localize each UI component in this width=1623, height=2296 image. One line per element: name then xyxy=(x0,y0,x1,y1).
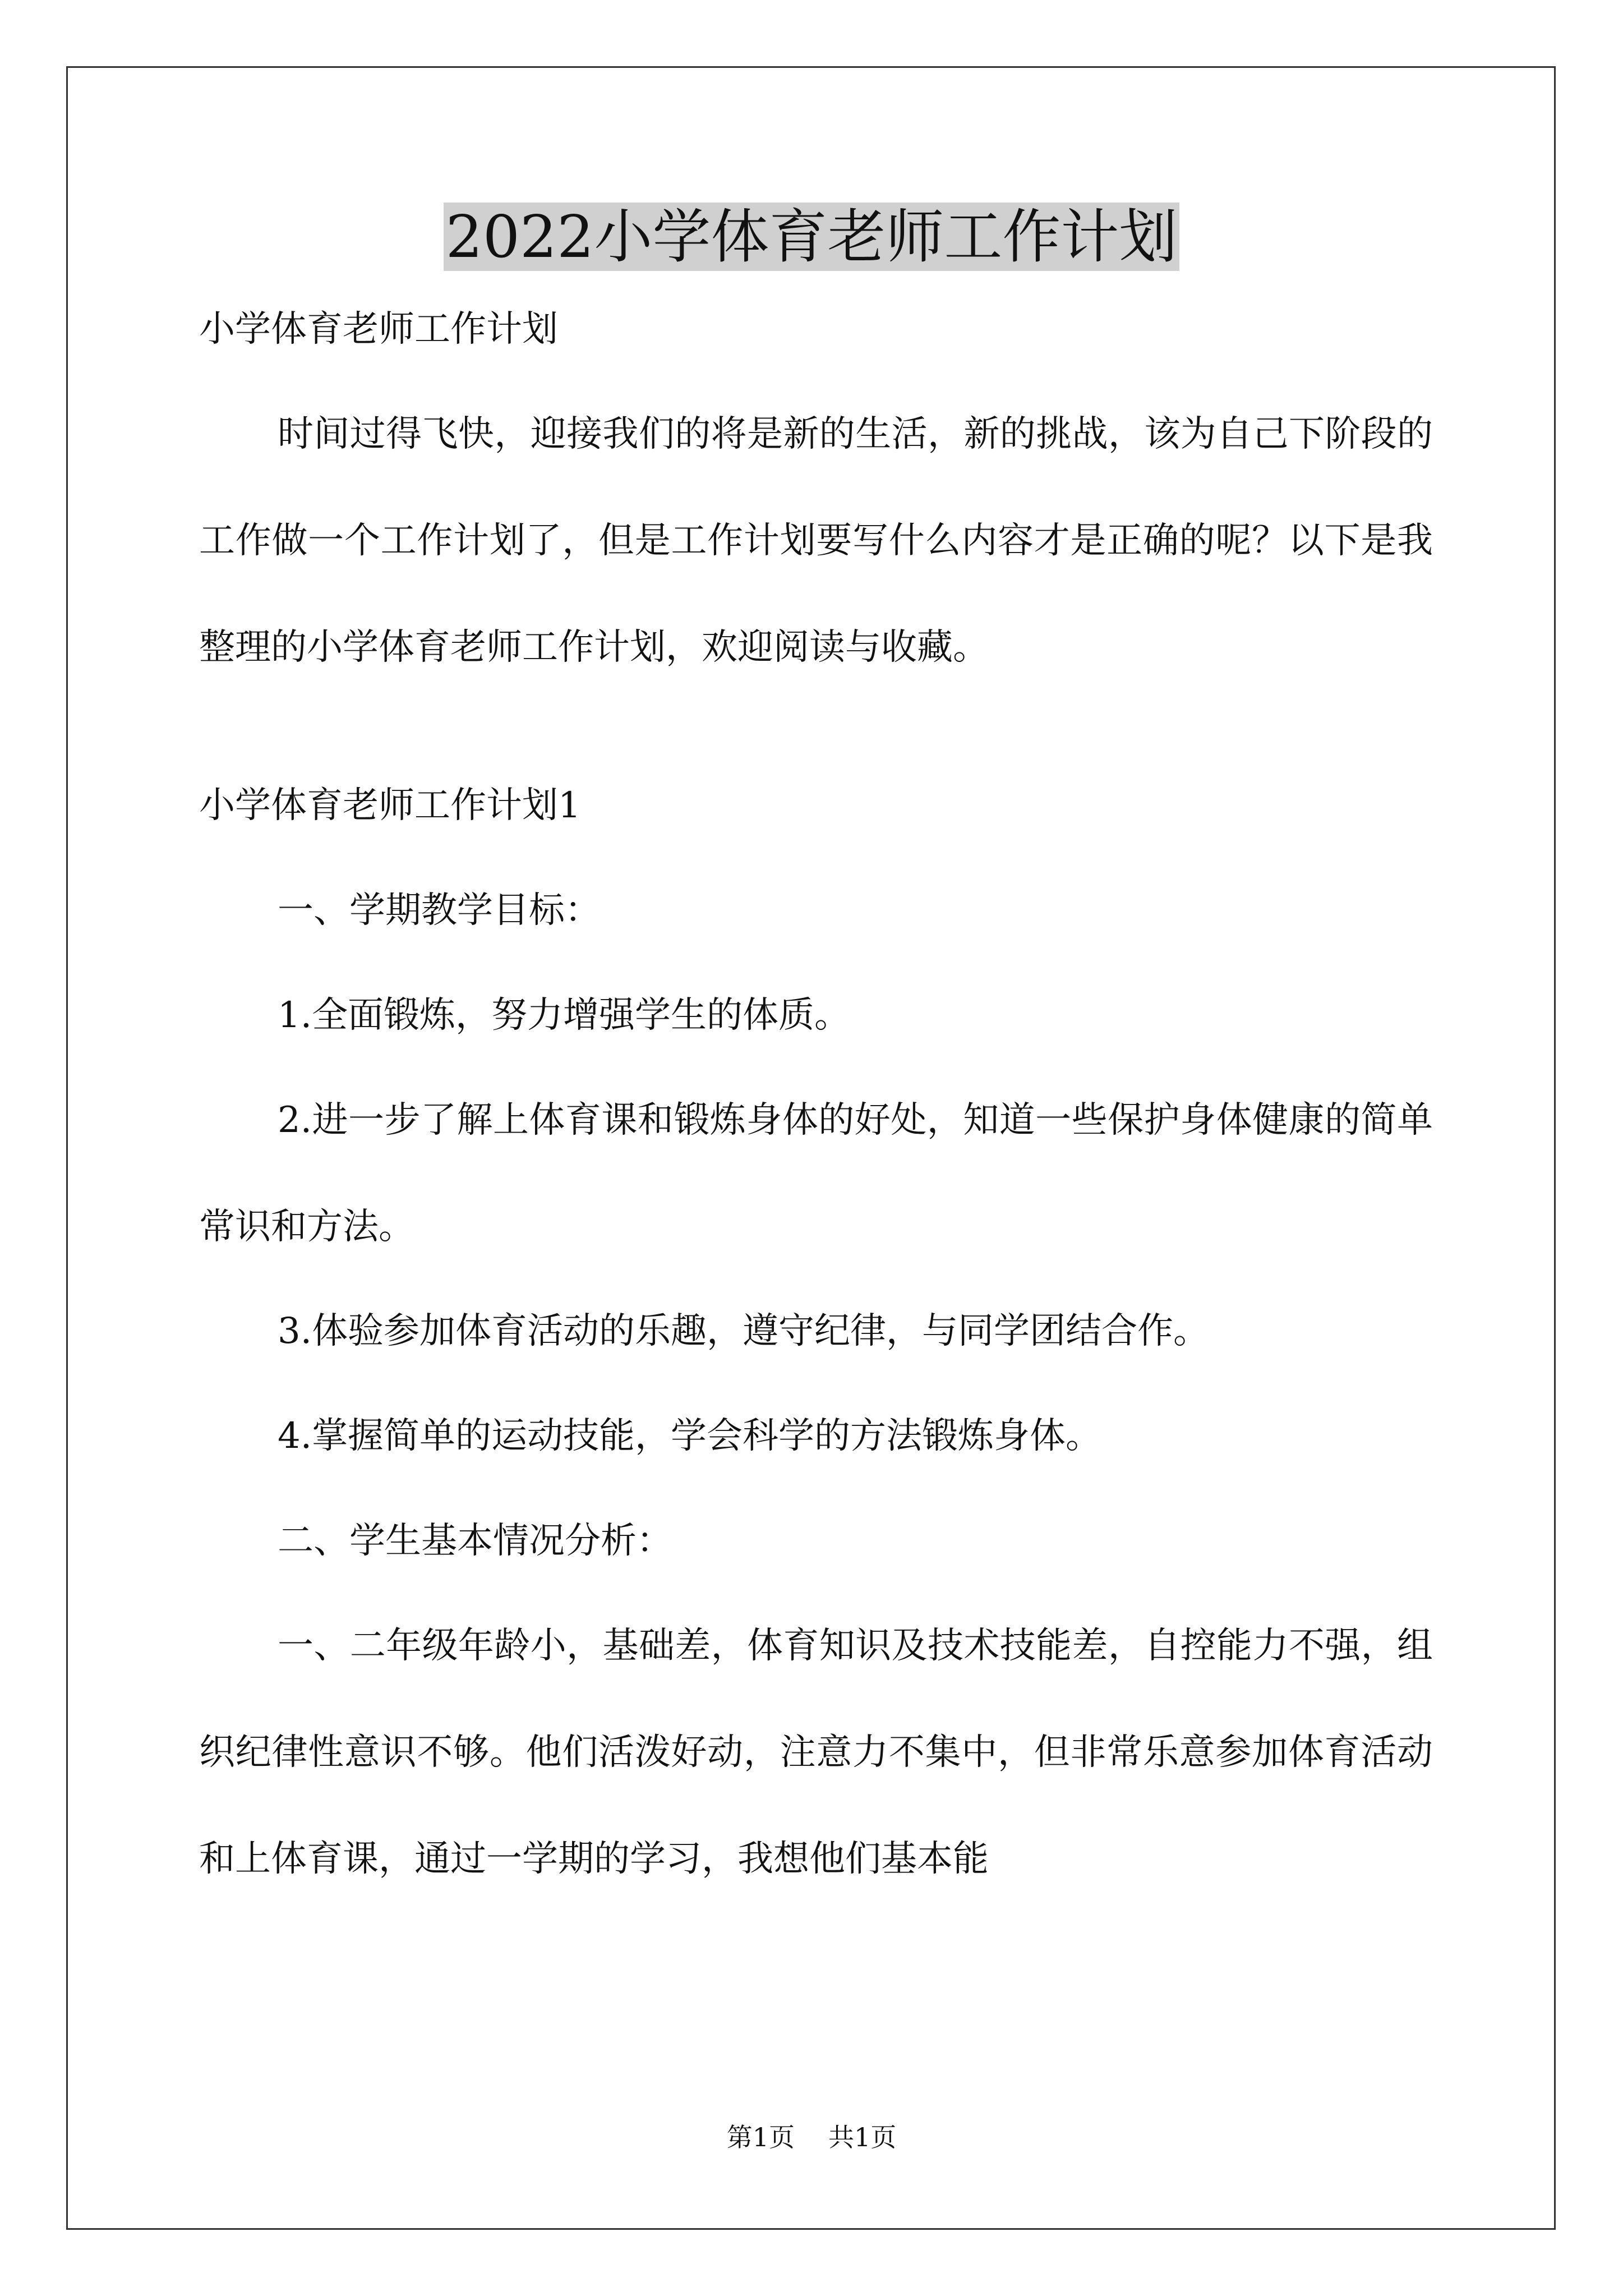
subheading-goals: 一、学期教学目标： xyxy=(278,890,601,931)
goal-item-4: 4.掌握简单的运动技能，学会科学的方法锻炼身体。 xyxy=(278,1415,1102,1457)
page-number: 第1页 xyxy=(726,2122,795,2152)
page-total: 共1页 xyxy=(828,2122,897,2152)
subheading-analysis: 二、学生基本情况分析： xyxy=(278,1520,672,1562)
goal-item-1: 1.全面锻炼，努力增强学生的体质。 xyxy=(278,995,851,1036)
document-title-text: 2022小学体育老师工作计划 xyxy=(444,203,1180,271)
intro-paragraph: 时间过得飞快，迎接我们的将是新的生活，新的挑战，该为自己下阶段的工作做一个工作计划了，但是工作计划要写什么内容才是正确的呢？以下是我整理的小学体育老师工作计划，欢迎阅读与收藏。 xyxy=(199,413,1433,668)
document-title xyxy=(0,197,1623,276)
goal-item-3: 3.体验参加体育活动的乐趣，遵守纪律，与同学团结合作。 xyxy=(278,1310,1210,1352)
analysis-paragraph: 一、二年级年龄小，基础差，体育知识及技术技能差，自控能力不强，组织纪律性意识不够。他们活泼好动，注意力不集中，但非常乐意参加体育活动和上体育课，通过一学期的学习，我想他们基本能 xyxy=(199,1625,1433,1880)
section-heading: 小学体育老师工作计划1 xyxy=(199,785,581,826)
document-body xyxy=(199,303,1433,1937)
subtitle-paragraph: 小学体育老师工作计划 xyxy=(199,309,558,350)
page-footer xyxy=(0,2120,1623,2154)
goal-item-2: 2.进一步了解上体育课和锻炼身体的好处，知道一些保护身体健康的简单常识和方法。 xyxy=(199,1099,1433,1248)
